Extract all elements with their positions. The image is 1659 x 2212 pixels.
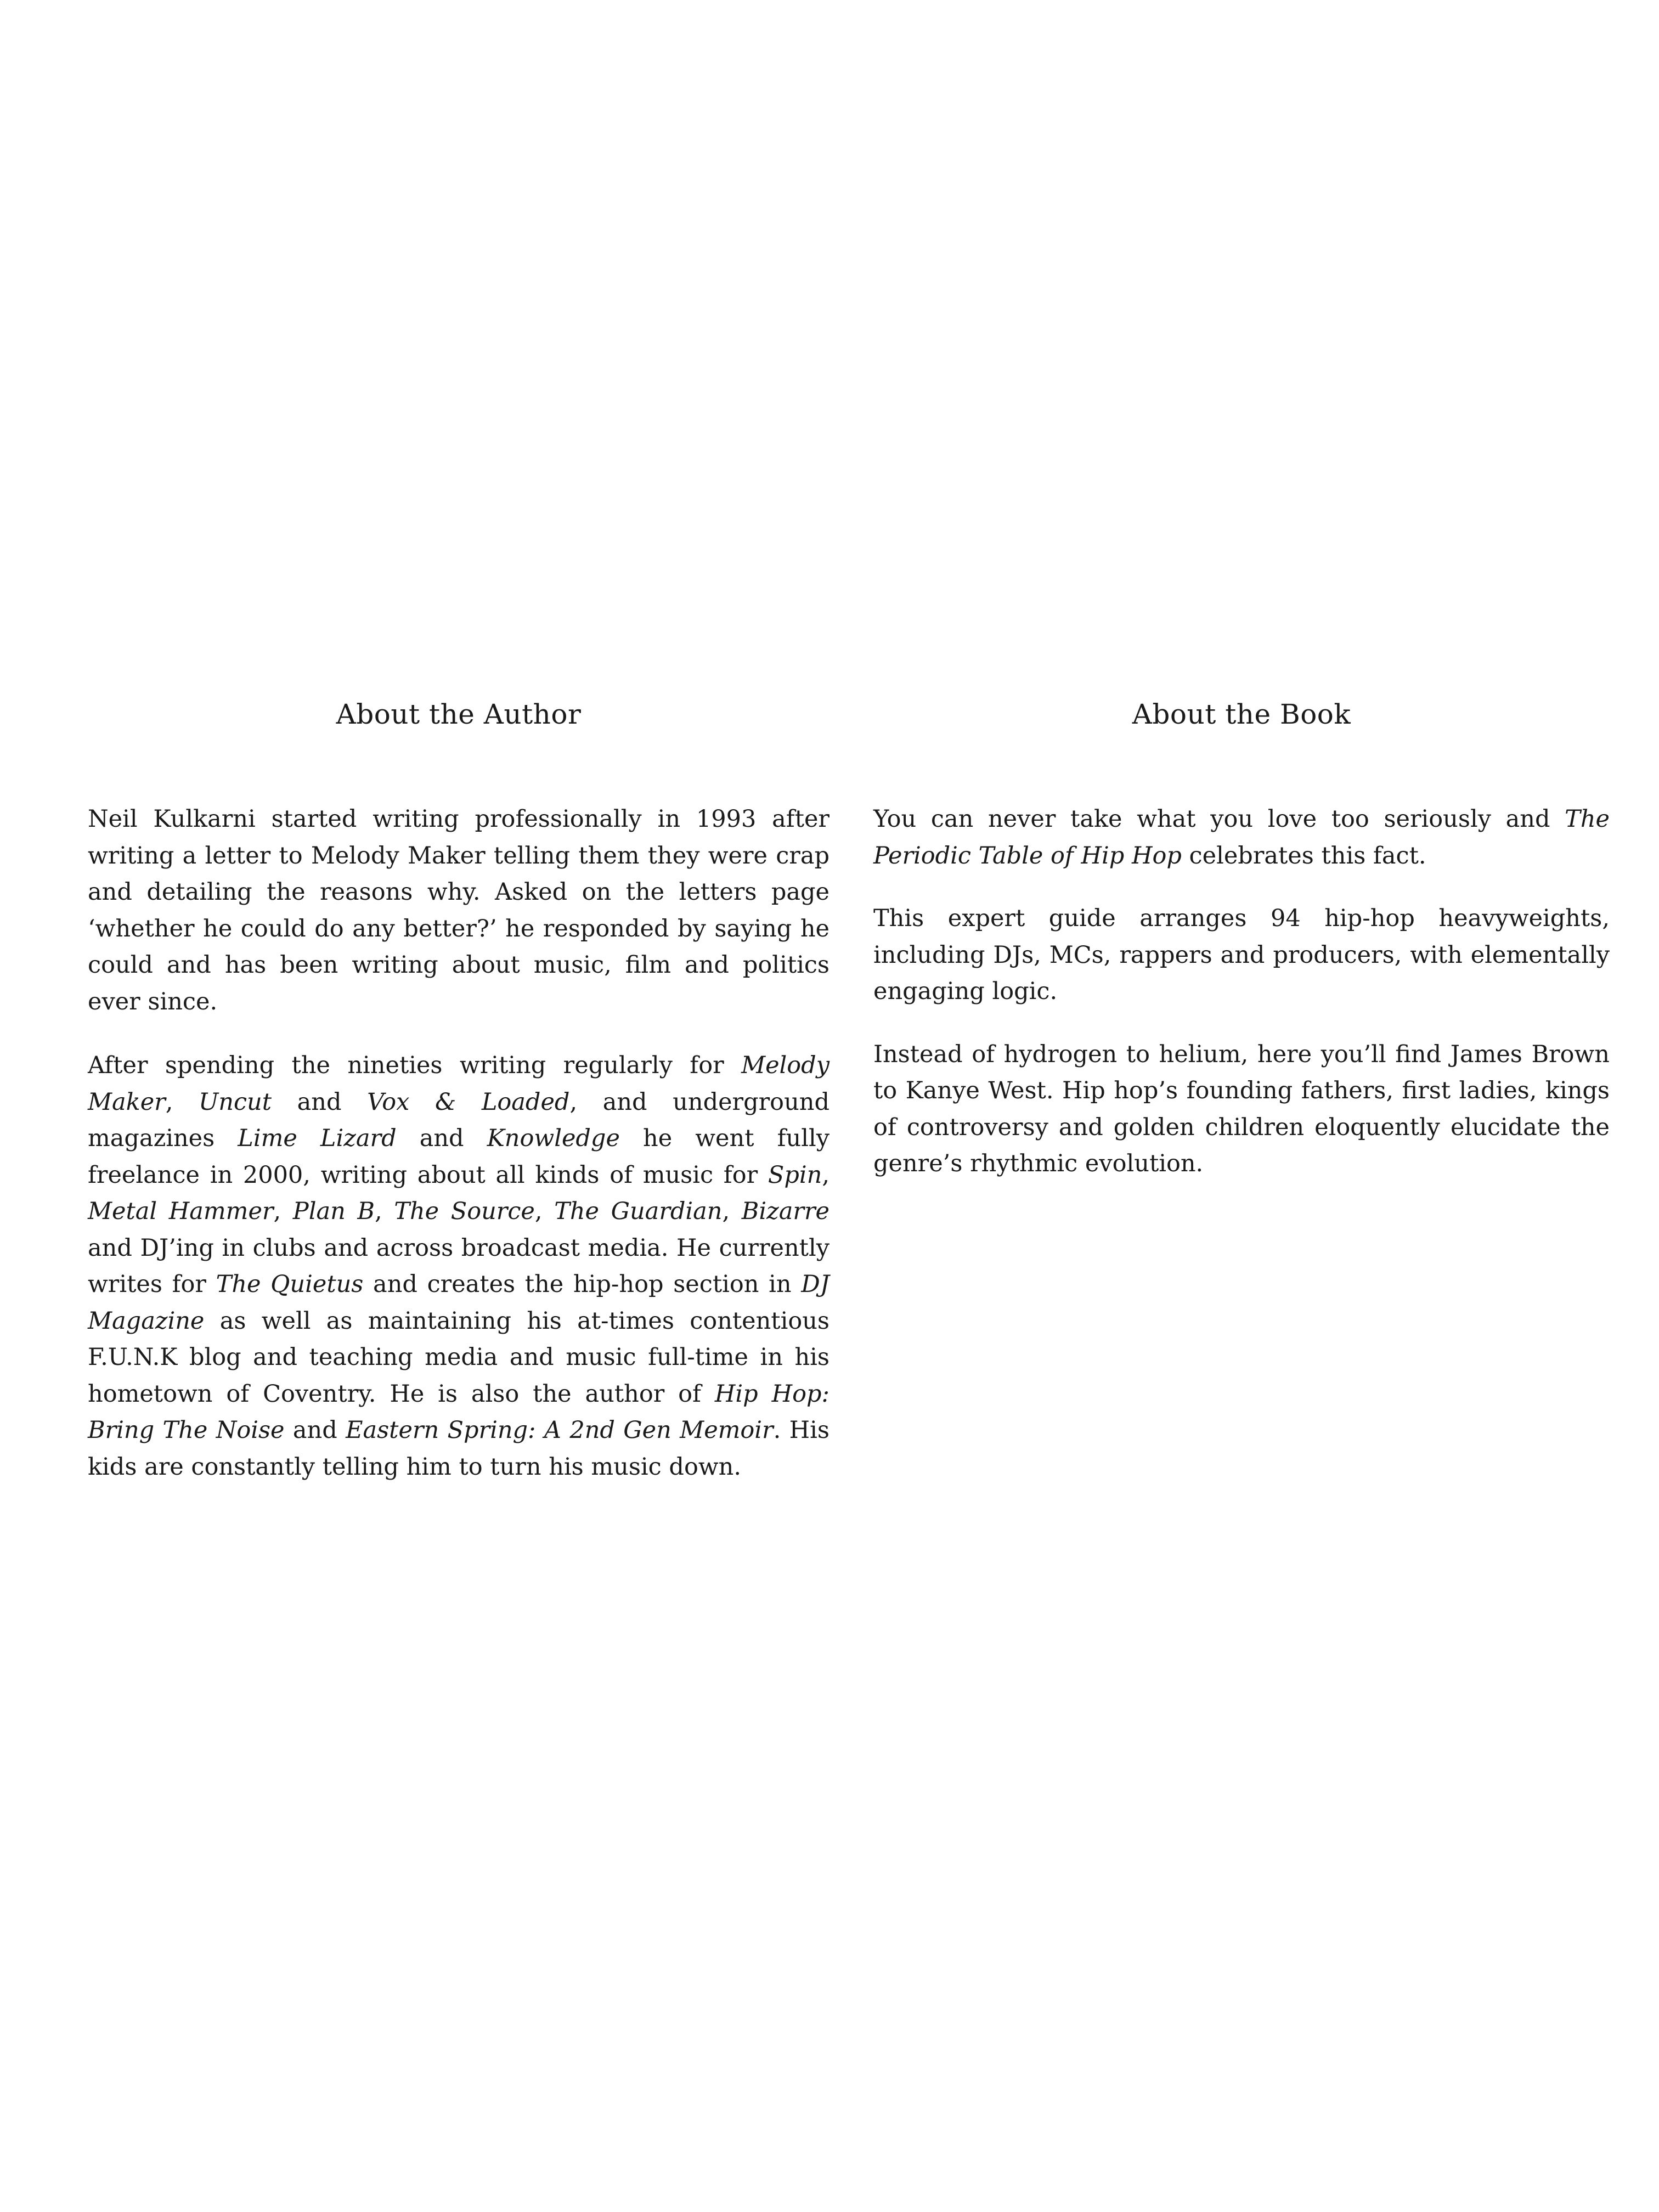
- magazine-title: The Source: [394, 1198, 535, 1225]
- author-paragraph-1: Neil Kulkarni started writing professionally in 1993 after writing a letter to Melody Maker telling them they were crap and detailing the reasons why. Asked on the letters page ‘whether he could do any better?’ he responded by saying he could and has been writing about music, film and politics ever since.: [88, 805, 830, 1015]
- text-run: and: [396, 1125, 487, 1152]
- magazine-title: Metal Hammer: [88, 1198, 274, 1225]
- about-book-section: [873, 692, 1610, 1209]
- about-author-section: [88, 692, 830, 1513]
- book-title: Eastern Spring: A 2nd Gen Memoir: [346, 1417, 774, 1444]
- text-run: ,: [273, 1198, 293, 1225]
- magazine-title: Vox & Loaded: [367, 1088, 570, 1116]
- book-paragraph-3: Instead of hydrogen to helium, here you’ll find James Brown to Kanye West. Hip hop’s founding fathers, first ladies, kings of controversy and golden children eloquently elucidate the genre’s rhythmic evolution.: [873, 1040, 1610, 1177]
- text-run: You can never take what you love too seriously and: [873, 805, 1565, 833]
- text-run: ,: [165, 1088, 199, 1116]
- magazine-title: Spin: [768, 1161, 822, 1189]
- magazine-title: Plan B: [292, 1198, 375, 1225]
- text-run: ,: [534, 1198, 555, 1225]
- text-run: ,: [722, 1198, 742, 1225]
- text-run: celebrates this fact.: [1181, 842, 1426, 870]
- text-run: , and underground magazines: [88, 1088, 830, 1152]
- text-run: and: [284, 1417, 346, 1444]
- text-run: ,: [822, 1161, 830, 1189]
- book-title: Hip Hop: Bring The Noise: [88, 1380, 830, 1444]
- author-paragraph-2: [88, 1047, 830, 1485]
- text-run: and creates the hip-hop section in: [363, 1271, 802, 1298]
- magazine-title: DJ Magazine: [88, 1271, 830, 1335]
- text-run: . His kids are constantly telling him to turn his music down.: [88, 1417, 830, 1481]
- text-run: After spending the nineties writing regularly for: [88, 1052, 742, 1079]
- magazine-title: Lime Lizard: [238, 1125, 397, 1152]
- magazine-title: Uncut: [199, 1088, 272, 1116]
- magazine-title: The Quietus: [216, 1271, 364, 1298]
- magazine-title: Bizarre: [741, 1198, 830, 1225]
- book-paragraph-1: [873, 801, 1610, 874]
- magazine-title: Knowledge: [487, 1125, 620, 1152]
- text-run: and: [272, 1088, 368, 1116]
- about-book-heading: About the Book: [1132, 698, 1351, 730]
- text-run: ,: [375, 1198, 394, 1225]
- book-title: The Periodic Table of Hip Hop: [873, 805, 1610, 870]
- text-run: and DJ’ing in clubs and across broadcast media. He currently writes for: [88, 1234, 830, 1298]
- about-author-heading: About the Author: [336, 698, 582, 730]
- text-run: he went fully freelance in 2000, writing about all kinds of music for: [88, 1125, 830, 1189]
- book-paragraph-2: This expert guide arranges 94 hip-hop heavyweights, including DJs, MCs, rappers and producers, with elementally engaging logic.: [873, 905, 1610, 1005]
- magazine-title: The Guardian: [554, 1198, 723, 1225]
- text-run: as well as maintaining his at-times contentious F.U.N.K blog and teaching media and music full-time in his hometown of Coventry. He is also the author of: [88, 1307, 830, 1408]
- magazine-title: Melody Maker: [88, 1052, 830, 1116]
